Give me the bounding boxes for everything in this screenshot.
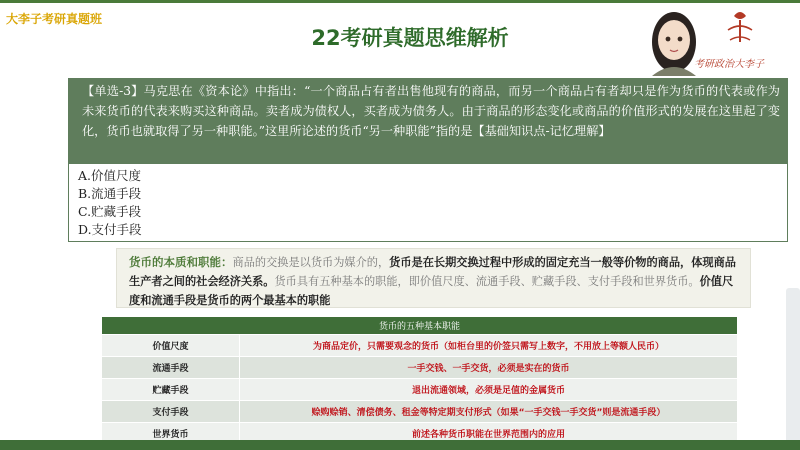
table-row	[102, 357, 738, 379]
table-row	[102, 401, 738, 423]
logo-text: 考研政治大李子	[694, 59, 764, 70]
side-scrollbar[interactable]	[786, 288, 800, 448]
row-name: 流通手段	[102, 357, 240, 379]
row-name: 支付手段	[102, 401, 240, 423]
option-a[interactable]: A.价值尺度	[78, 168, 142, 183]
concept-text-2: 货币是在长期交换过程中形成的固定充当一般等价物的商品，体现商品生产者之间的社会经济关系。	[129, 255, 736, 288]
option-b[interactable]: B.流通手段	[78, 186, 142, 201]
option-c[interactable]: C.贮藏手段	[78, 204, 142, 219]
row-desc: 为商品定价，只需要观念的货币（如柜台里的价签只需写上数字，不用放上等额人民币）	[240, 335, 738, 357]
row-desc: 退出流通领域，必须是足值的金属货币	[240, 379, 738, 401]
concept-text-1: 商品的交换是以货币为媒介的，	[232, 256, 390, 269]
bottom-accent-bar	[0, 440, 800, 450]
row-name: 世界货币	[102, 423, 240, 445]
concept-text-3: 货币具有五种基本的职能，即价值尺度、流通手段、贮藏手段、支付手段和世界货币。	[274, 275, 700, 288]
option-d[interactable]: D.支付手段	[78, 222, 142, 237]
concept-box	[116, 248, 751, 308]
options-box	[68, 164, 788, 242]
row-desc: 前述各种货币职能在世界范围内的应用	[240, 423, 738, 445]
page-title: 22考研真题思维解析	[311, 26, 509, 50]
question-box: 【单选-3】马克思在《资本论》中指出：“一个商品占有者出售他现有的商品，而另一个商品占有者却只是作为货币的代表或作为未来货币的代表来购买这种商品。卖者成为债权人，买者成为债务人。由于商品的形态变化或商品的价值形式的发展在这里起了变化，货币也就取得了另一种职能。”这里所论述的货币“另一种职能”指的是【基础知识点-记忆理解】	[68, 78, 788, 164]
table-row	[102, 335, 738, 357]
table-header: 货币的五种基本职能	[102, 317, 738, 335]
concept-colon: ：	[221, 255, 233, 269]
concept-text-4: 价值尺度和流通手段是货币的两个最基本的职能	[129, 274, 734, 307]
row-desc: 一手交钱、一手交货，必须是实在的货币	[240, 357, 738, 379]
row-name: 价值尺度	[102, 335, 240, 357]
brand-label: 大李子考研真题班	[6, 12, 103, 26]
top-accent-bar	[0, 0, 800, 3]
functions-table	[101, 316, 738, 445]
concept-heading: 货币的本质和职能	[129, 255, 221, 269]
row-name: 贮藏手段	[102, 379, 240, 401]
table-row	[102, 379, 738, 401]
row-desc: 赊购赊销、清偿债务、租金等特定期支付形式（如果“一手交钱一手交货”则是流通手段）	[240, 401, 738, 423]
